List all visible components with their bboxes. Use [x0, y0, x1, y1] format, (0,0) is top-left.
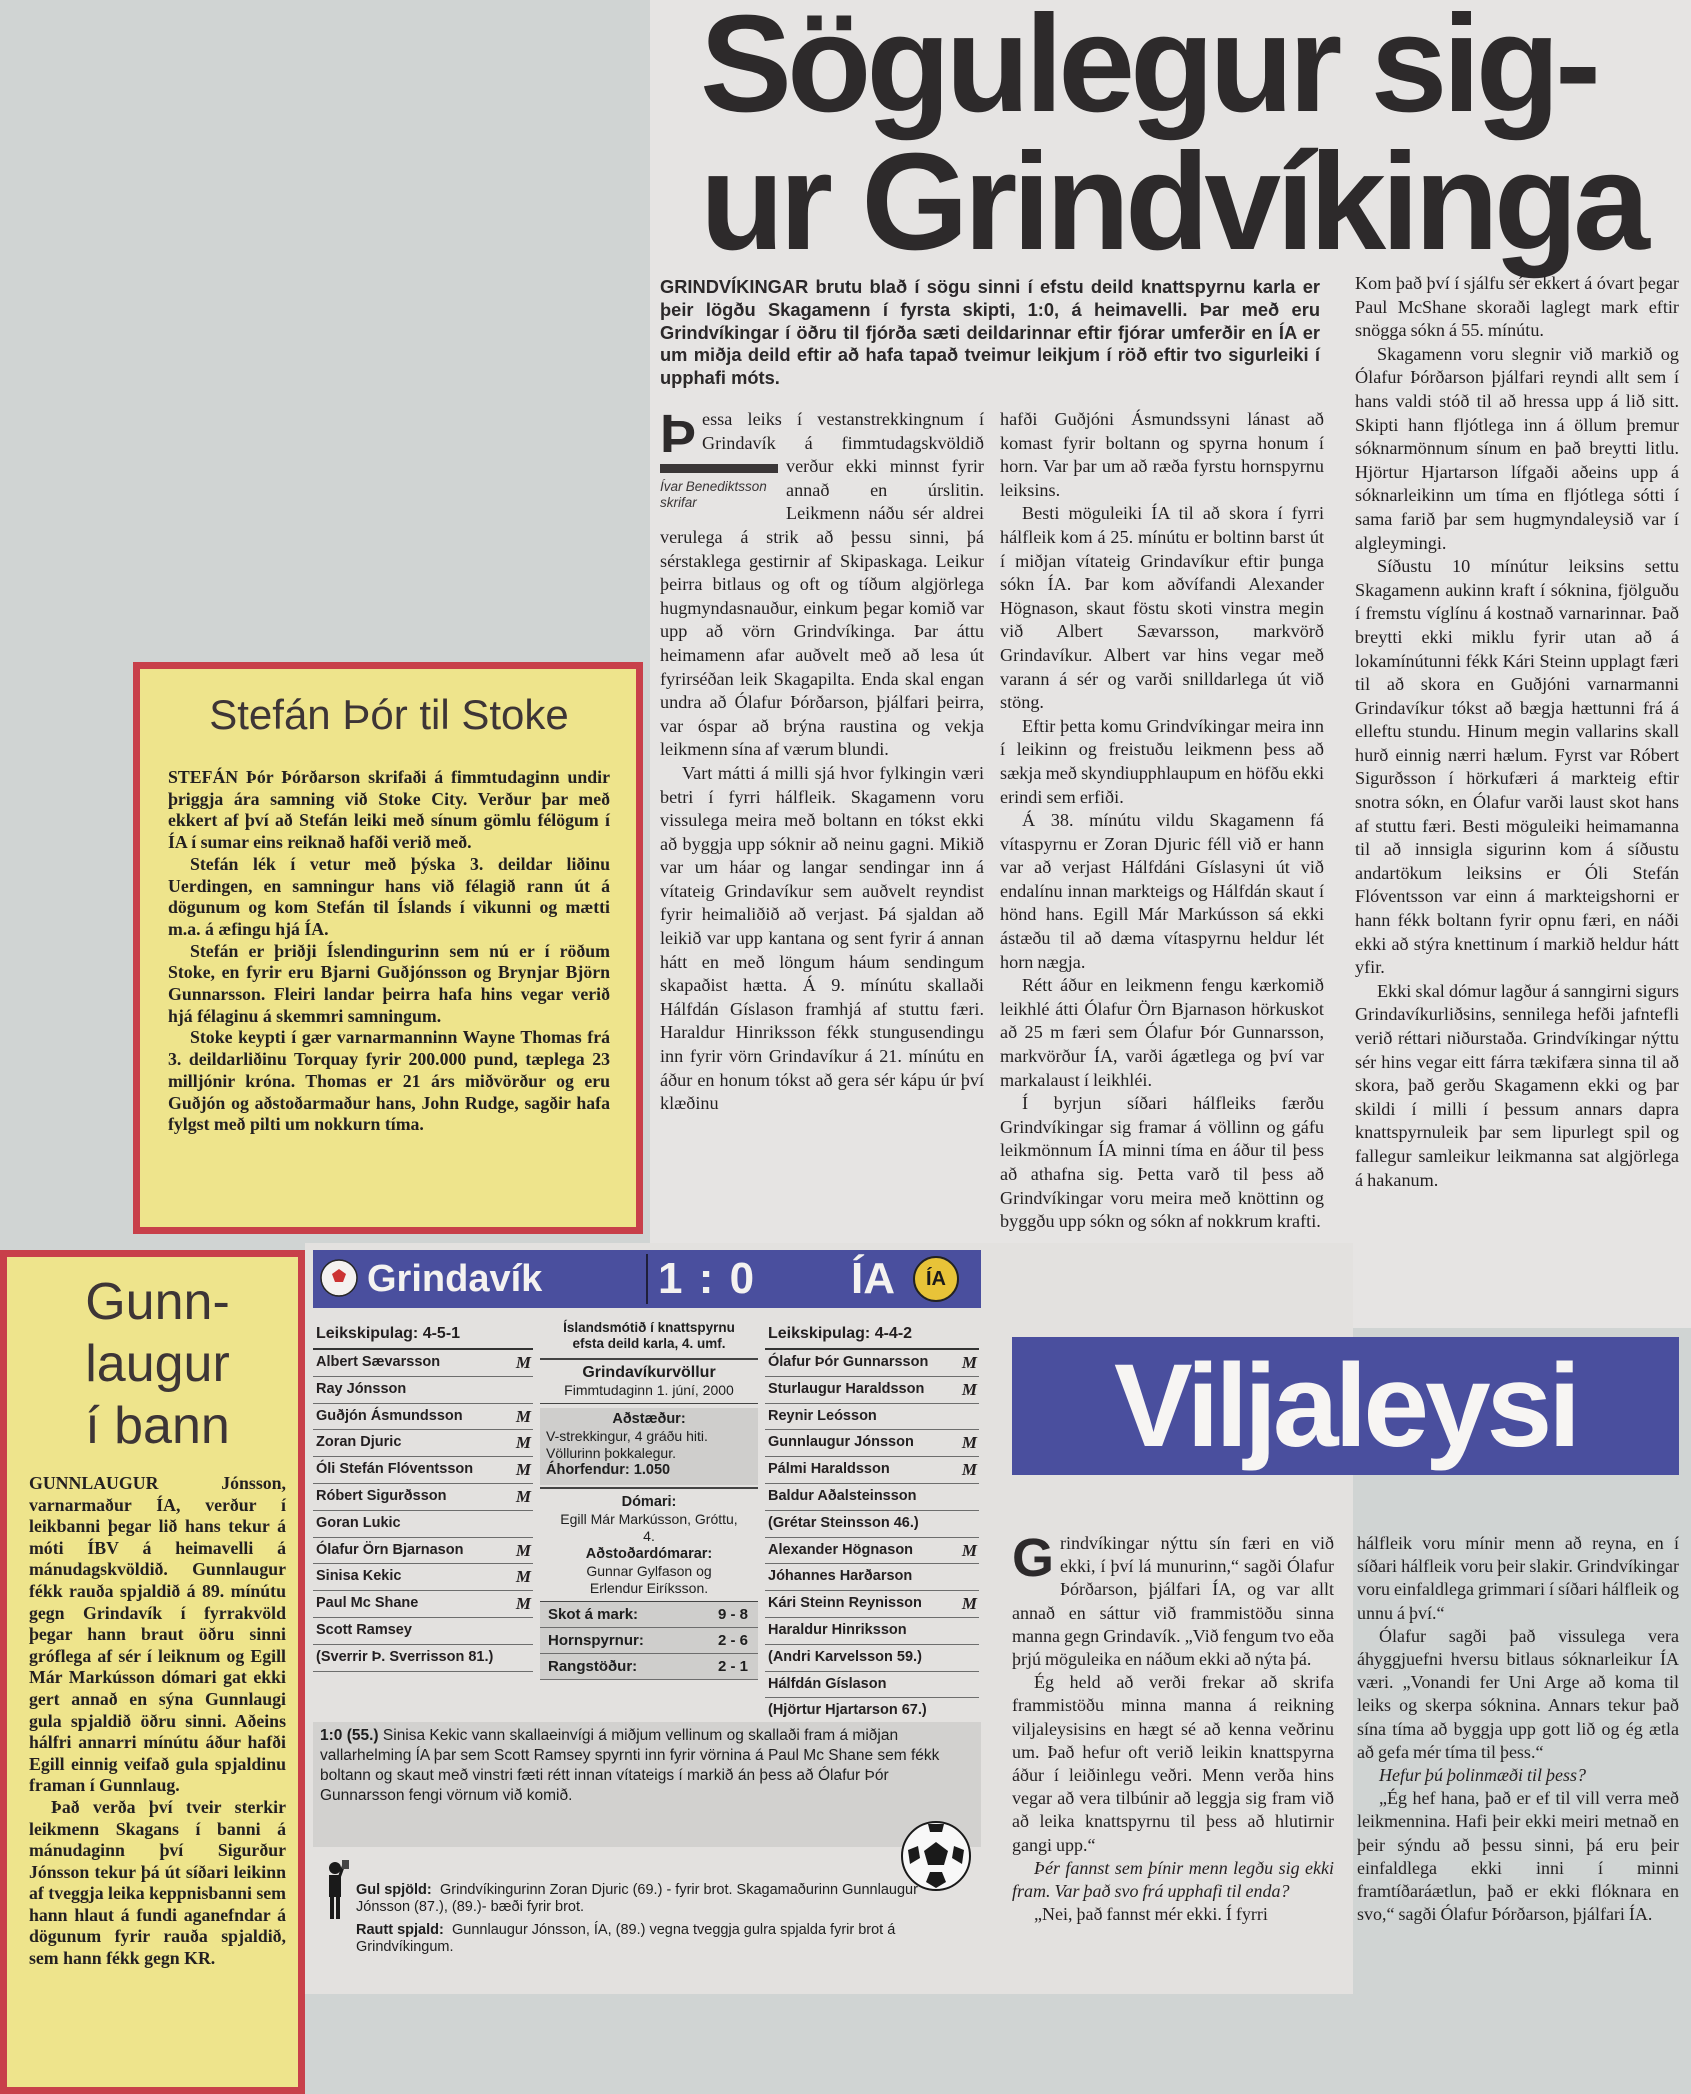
rating-mark: M	[515, 1594, 529, 1614]
byline-name: Ívar Benediktsson	[660, 479, 767, 494]
player-name: Óli Stefán Flóventsson	[316, 1461, 474, 1478]
player-row	[313, 1350, 533, 1377]
referee: Egill Már Markússon, Gróttu, 4.	[560, 1510, 738, 1544]
player-row	[765, 1511, 979, 1538]
col1-intro: essa leiks í vestanstrekkingnum í Grindavík á fimmtudagskvöldið verður ekki minnst fyrir annað en úrslitin. Leikmenn náðu sér aldrei verulega á strik að þessu sinni, þá sérstaklega gestirnir af Skipaskaga. Leikur þeirra bitlaus og oft og tíðum algjörlega hugmyndasnauður, einkum þegar komið var upp að vörn Grindvíkinga. Þar áttu heimamenn afar auðvelt með að lesa út fyrirséðan leik Skagapilta. Enda skal engan undra að Ólafur Þórðarson, þjálfari þeirra, var óspar að brýna raustina og vekja leikmenn sína af værum blundi.	[660, 409, 984, 760]
player-name: Paul Mc Shane	[316, 1595, 419, 1612]
assistants: Gunnar Gylfason og Erlendur Eiríksson.	[586, 1562, 712, 1596]
player-name: (Hjörtur Hjartarson 67.)	[768, 1702, 927, 1719]
player-row	[765, 1645, 979, 1672]
player-row	[765, 1591, 979, 1618]
player-name: Hálfdán Gíslason	[768, 1675, 887, 1692]
gunnlaugur-title-line-1: Gunn-	[85, 1273, 230, 1331]
score-bar	[313, 1250, 981, 1308]
stat-label: Skot á mark:	[548, 1606, 639, 1623]
stefan-box	[133, 662, 643, 1234]
col1-paragraph-2: Vart mátti á milli sjá hvor fylkingin væri betri í fyrri hálfleik. Skagamenn voru vissulega meira með boltann en tókst ekki að byggja upp sóknir að neinu gagni. Mikið var um háar og langar sendingar inn á vítateig Grindavíkur sem auðvelt reyndist fyrir heimaliðið að verjast. Þá sjaldan að leikið var upp kantana og sent fyrir á annan hátt en með löngum háum sendingum skapaðist hætta. Á 9. mínútu skallaði Hálfdán Gíslason framhjá af stuttu færi. Haraldur Hinriksson fékk stungusendingu inn fyrir vörn Grindavíkur á 21. mínútu en áður en honum tókst að gera sér kápu úr því klæðinu	[660, 762, 984, 1114]
conditions-text: V-strekkingur, 4 gráðu hiti. Völlurinn þokkalegur.	[546, 1428, 708, 1461]
player-name: Róbert Sigurðsson	[316, 1487, 447, 1504]
player-name: Haraldur Hinriksson	[768, 1621, 907, 1638]
home-player-list	[313, 1350, 533, 1672]
col3-paragraph-1: Kom það því í sjálfu sér ekkert á óvart þegar Paul McShane skoraði laglegt mark eftir snögga sókn á 55. mínútu.	[1355, 273, 1679, 341]
score-divider	[646, 1254, 648, 1304]
player-row	[313, 1564, 533, 1591]
rating-mark: M	[961, 1594, 975, 1614]
player-name: Alexander Högnason	[768, 1541, 914, 1558]
headline-line-1: Sögulegur sig-	[700, 0, 1596, 141]
rating-mark: M	[961, 1460, 975, 1480]
rating-mark: M	[961, 1353, 975, 1372]
gunnlaugur-box-body	[29, 1473, 286, 1970]
col2-paragraph-1: hafði Guðjóni Ásmundssyni lánast að komast fyrir boltann og spyrna honum í horn. Var þar um að ræða fyrstu hornspyrnu leiksins.	[1000, 409, 1324, 500]
home-formation	[313, 1320, 533, 1350]
match-date: Fimmtudaginn 1. júní, 2000	[564, 1381, 734, 1398]
player-name: Kári Steinn Reynisson	[768, 1595, 922, 1612]
rating-mark: M	[515, 1433, 529, 1453]
gunnlaugur-title-line-3: í bann	[85, 1397, 230, 1455]
player-name: Albert Sævarsson	[316, 1354, 441, 1370]
gunnlaugur-paragraph-2: Það verða því tveir sterkir leikmenn Skagans í banni á mánudaginn því Sigurður Jónsson tekur þá út síðari leikinn af tveggja leika keppnisbanni sem hann hlaut á fundi aganefndar á dögunum fyrir rauða spjaldið, sem hann fékk gegn KR.	[29, 1796, 286, 1969]
article-column-1	[660, 404, 984, 1116]
player-name: (Grétar Steinsson 46.)	[768, 1514, 919, 1531]
viljaleysi-col2-question: Hefur þú þolinmæði til þess?	[1379, 1765, 1587, 1786]
player-row	[765, 1538, 979, 1565]
home-formation-label: Leikskipulag: 4-5-1	[316, 1325, 461, 1342]
col2-paragraph-6: Í byrjun síðari hálfleiks færðu Grindvíkingar sig framar á völlinn og gáfu leikmönnum ÍA minni tíma en áður til þess að athafna sig. Þetta varð til þess að Grindvíkingar voru meira með knöttinn og byggðu upp sókn og sókn af nokkrum krafti.	[1000, 1093, 1324, 1232]
player-name: Goran Lukic	[316, 1514, 401, 1531]
stat-value: 2 - 1	[717, 1658, 748, 1675]
red-card-text: Gunnlaugur Jónsson, ÍA, (89.) vegna tveggja gulra spjalda fyrir brot á Grindvíkingum.	[356, 1922, 896, 1955]
goal-description	[320, 1726, 960, 1806]
player-row	[765, 1564, 979, 1591]
col2-paragraph-2: Besti möguleiki ÍA til að skora í fyrri hálfleik kom á 25. mínútu er boltinn barst út í miðjan vítateig Grindavíkur eftir þunga sókn ÍA. Þar kom aðvífandi Alexander Högnason, skaut föstu skoti vinstra megin við Albert Sævarsson, markvörð Grindavíkur. Albert var hins vegar með varann á sér og varði snilldarlega út við stöng.	[1000, 503, 1324, 713]
viljaleysi-title: Viljaleysi	[1114, 1340, 1577, 1472]
player-name: Ólafur Örn Bjarnason	[316, 1541, 464, 1558]
stefan-box-title: Stefán Þór til Stoke	[209, 691, 569, 738]
col3-paragraph-2: Skagamenn voru slegnir við markið og Ólafur Þórðarson þjálfari reyndi allt sem í hans valdi stóð til að hressa upp á lið sitt. Skipti hann fljótlega inn á öllum þremur sóknarmönnum sínum en það breytti litlu. Hjörtur Hjartarson lífgaði aðeins upp á sóknarleikinn um tíma en fljótlega sótti í sama farið þar sem hugmyndaleysið var í algleymingi.	[1355, 343, 1679, 553]
viljaleysi-col1-paragraph-1: rindvíkingar nýttu sín færi en við ekki, í því lá munurinn,“ sagði Ólafur Þórðarson, þjálfari ÍA, og var allt annað en sáttur við frammistöðu sinna manna gegn Grindavík. „Við fengum tvo eða þrjú möguleika en náðum ekki að nýta þá.	[1012, 1533, 1334, 1670]
attendance-label: Áhorfendur:	[546, 1462, 630, 1478]
player-row	[765, 1484, 979, 1511]
stat-row	[540, 1654, 758, 1680]
soccer-ball-icon	[319, 1258, 359, 1298]
conditions-panel	[540, 1408, 758, 1485]
away-team-name: ÍA	[851, 1254, 895, 1303]
attendance-value: 1.050	[633, 1462, 671, 1478]
player-row	[765, 1404, 979, 1431]
info-rule-3	[540, 1487, 758, 1489]
col2-paragraph-5: Rétt áður en leikmenn fengu kærkomið leikhlé átti Ólafur Örn Bjarnason hörkuskot að 25 m færi sem Ólafur Þór Gunnarsson, markvörður ÍA, varði ágætlega og því var markalaust í leikhléi.	[1000, 975, 1324, 1090]
article-column-3	[1355, 272, 1679, 1192]
stat-row	[540, 1628, 758, 1654]
player-row	[765, 1377, 979, 1404]
player-row	[765, 1457, 979, 1484]
stat-value: 9 - 8	[717, 1606, 748, 1623]
stefan-paragraph-1: STEFÁN Þór Þórðarson skrifaði á fimmtudaginn undir þriggja ára samning við Stoke City. Verður þar með ekkert af því að Stefán leiki með sínum gömlu félögum í ÍA í sumar eins reiknað hafði verið með.	[168, 767, 610, 853]
player-row	[313, 1538, 533, 1565]
stefan-paragraph-2: Stefán lék í vetur með þýska 3. deildar liðinu Uerdingen, en samningur hans við félagið rann út á dögunum og kom Stefán til Íslands í vikunni og mætti m.a. á æfingu hjá ÍA.	[168, 853, 610, 939]
player-row	[313, 1377, 533, 1404]
final-score: 1 : 0	[658, 1254, 757, 1303]
yellow-cards	[356, 1882, 956, 1916]
stat-label: Hornspyrnur:	[548, 1632, 644, 1649]
stat-row	[540, 1602, 758, 1628]
player-name: Baldur Aðalsteinsson	[768, 1487, 917, 1504]
stat-value: 2 - 6	[717, 1632, 748, 1649]
player-row	[765, 1618, 979, 1645]
away-lineup	[765, 1320, 979, 1725]
match-stats	[540, 1602, 758, 1680]
gunnlaugur-box	[0, 1250, 305, 2094]
gunnlaugur-title-line-2: laugur	[85, 1335, 230, 1393]
away-formation-label: Leikskipulag: 4-4-2	[768, 1325, 913, 1342]
yellow-cards-label: Gul spjöld:	[356, 1882, 432, 1898]
ia-logo	[913, 1256, 959, 1302]
player-name: Guðjón Ásmundsson	[316, 1407, 463, 1424]
referee-label: Dómari:	[621, 1493, 677, 1510]
viljaleysi-col1-question: Þér fannst sem þínir menn legðu sig ekki fram. Var það svo frá upphafi til enda?	[1012, 1857, 1334, 1902]
attendance	[546, 1461, 752, 1479]
col2-paragraph-3: Eftir þetta komu Grindvíkingar meira inn í leikinn og freistuðu leikmenn þess að sækja með skyndiupphlaupum en höfðu ekki erindi sem erfiði.	[1000, 715, 1324, 807]
article-column-2	[1000, 408, 1324, 1234]
rating-mark: M	[515, 1460, 529, 1480]
red-card	[356, 1922, 956, 1956]
col3-paragraph-4: Ekki skal dómur lagður á sanngirni sigurs Grindavíkurliðsins, sennilega hefði jafntefli verið réttari niðurstaða. Grindvíkingar nýttu sér hins vegar eitt fárra tækifæra sinna til að skora, það gerðu Skagamenn ekki og þar skildi í milli í þessum annars dapra knattspyrnuleik þar sem lipurlegt spil og fallegur samleikur leikmanna sat algjörlega á hakanum.	[1355, 980, 1679, 1190]
player-name: Jóhannes Harðarson	[768, 1568, 913, 1585]
player-row	[313, 1645, 533, 1672]
gunnlaugur-paragraph-1: GUNNLAUGUR Jónsson, varnarmaður ÍA, verður í leikbanni þegar lið hans tekur á móti ÍBV á heimavelli á mánudagskvöldið. Gunnlaugur fékk rauða spjaldið á 89. mínútu gegn Grindavík í fyrrakvöld þegar hann braut öðru sinni gróflega af sér í leiknum og Egill Már Markússon dómari gat ekki gert annað en sýna Gunnlaugi gula spjaldið öðru sinni. Aðeins hálfri annarri mínútu áður hafði Egill einnig veifað gula spjaldinu framan í Gunnlaug.	[29, 1473, 286, 1796]
rating-mark: M	[515, 1353, 529, 1372]
player-name: Sinisa Kekic	[316, 1568, 402, 1585]
rating-mark: M	[961, 1379, 975, 1399]
player-row	[313, 1430, 533, 1457]
player-row	[313, 1618, 533, 1645]
stefan-paragraph-3: Stefán er þriðji Íslendingurinn sem nú er í röðum Stoke, en fyrir eru Bjarni Guðjónsson og Brynjar Björn Gunnarsson. Fleiri landar þeirra hafa hins vegar verið hjá félaginu á skemmri samningum.	[168, 940, 610, 1026]
viljaleysi-banner	[1012, 1337, 1679, 1475]
byline-rule	[660, 464, 778, 473]
viljaleysi-col2-paragraph-1: hálfleik voru mínir menn að reyna, en í síðari hálfleik voru þeir slakir. Grindvíkingar voru einfaldlega grimmari í síðari hálfleik og unnu á því.“	[1357, 1533, 1679, 1623]
rating-mark: M	[961, 1540, 975, 1560]
stefan-box-body	[168, 767, 610, 1136]
stat-label: Rangstöður:	[548, 1658, 638, 1675]
viljaleysi-col1-paragraph-3: „Nei, það fannst mér ekki. Í fyrri	[1034, 1904, 1268, 1925]
player-name: Reynir Leósson	[768, 1407, 877, 1424]
away-formation	[765, 1320, 979, 1350]
col2-paragraph-4: Á 38. mínútu vildu Skagamenn fá vítaspyrnu er Zoran Djuric féll við er hann var að verjast Hálfdáni Gíslasyni út við endalínu innan markteigs og Hálfdán skaut í hönd hans. Egill Már Markússon sá ekki ástæðu til að dæma vítaspyrnu heldur lét horn nægja.	[1000, 810, 1324, 972]
competition: Íslandsmótið í knattspyrnu efsta deild karla, 4. umf.	[563, 1320, 735, 1351]
viljaleysi-column-1	[1012, 1528, 1334, 1926]
col3-paragraph-3: Síðustu 10 mínútur leiksins settu Skagamenn aukinn kraft í sóknina, fjölguðu í fremstu víglínu á kostnað varnarinnar. Það breytti ekki miklu fyrir utan að á lokamínútunni fékk Kári Steinn upplagt færi til að skora en Guðjóni varnarmanni Grindavíkur tókst að bægja hættunni frá á elleftu stundu. Hinum megin vallarins skall hurð einnig nærri hælum. Fyrst var Róbert Sigurðsson í hörkufæri á markteig eftir snotra sókn, en Ólafur varði laust skot hans af stuttu færi. Besti möguleiki heimamanna til að innsigla sigurinn kom á síðustu andartökum leiksins er Óli Stefán Flóventsson var einn á markteigshorni er hann fékk boltann fyrir opnu færi, en náði ekki að stýra knettinum í markið heldur hátt yfir.	[1355, 556, 1679, 978]
home-team-name: Grindavík	[367, 1258, 543, 1300]
yellow-cards-text: Grindvíkingurinn Zoran Djuric (69.) - fyrir brot. Skagamaðurinn Gunnlaugur Jónsson (87.), (89.)- bæði fyrir brot.	[356, 1882, 918, 1915]
player-row	[313, 1591, 533, 1618]
player-name: Ólafur Þór Gunnarsson	[768, 1354, 929, 1370]
rating-mark: M	[515, 1406, 529, 1426]
red-card-label: Rautt spjald:	[356, 1922, 444, 1938]
away-player-list	[765, 1350, 979, 1725]
rating-mark: M	[515, 1567, 529, 1587]
viljaleysi-col2-paragraph-3: „Ég hef hana, það er ef til vill verra með leikmennina. Hafi þeir ekki meiri metnað en þeir sýndu að þessu sinni, þá eru þeir einfaldlega ekki inni í minni framtíðaráætlun, það er ekki flóknara en svo,“ sagði Ólafur Þórðarson, þjálfari ÍA.	[1357, 1788, 1679, 1925]
goal-text: Sinisa Kekic vann skallaeinvígi á miðjum vellinum og skallaði fram á miðjan vallarhelming ÍA þar sem Scott Ramsey spyrnti inn fyrir vörnina á Paul Mc Shane sem fékk boltann og skaut með vinstri fæti rétt innan vítateigs í markið án þess að Ólafur Þór Gunnarsson fengi vörnum við komið.	[320, 1727, 940, 1804]
goal-score: 1:0 (55.)	[320, 1727, 379, 1744]
ia-logo-text: ÍA	[926, 1268, 946, 1290]
rating-mark: M	[515, 1540, 529, 1560]
assistants-label: Aðstoðardómarar:	[585, 1545, 713, 1562]
viljaleysi-col1-paragraph-2: Ég held að verði frekar að skrifa frammistöðu minna manna á reikning viljaleysisins en hægt sé að kenna veðrinu um. Það hefur oft verið leikin knattspyrna áður í leiðinlegu veðri. Menn verða hins vegar að vera tilbúnir að leggja sig fram við að leika knattspyrnu til þess að hlutirnir gangi upp.“	[1012, 1672, 1334, 1855]
byline-role: skrifar	[660, 495, 697, 510]
player-name: Pálmi Haraldsson	[768, 1461, 890, 1478]
lede: GRINDVÍKINGAR brutu blað í sögu sinni í efstu deild knattspyrnu karla er þeir lögðu Skagamenn í fyrsta skipti, 1:0, á heimavelli. Þar með eru Grindvíkingar í öðru til fjórða sæti deildarinnar eftir fjórar umferðir en ÍA er um miðja deild eftir að hafa tapað tveimur leikjum í röð eftir tvo sigurleiki í upphafi móts.	[660, 276, 1320, 389]
viljaleysi-column-2	[1357, 1532, 1679, 1926]
stefan-paragraph-4: Stoke keypti í gær varnarmanninn Wayne Thomas frá 3. deildarliðinu Torquay fyrir 200.000 pund, tæplega 23 milljónir króna. Thomas er 21 árs miðvörður og eru Guðjón og aðstoðarmaður hans, John Rudge, sagðir hafa fylgst með pilti um nokkurn tíma.	[168, 1027, 610, 1135]
conditions-label: Aðstæður:	[612, 1411, 686, 1427]
gunnlaugur-box-title	[29, 1271, 286, 1457]
headline-line-2: ur Grindvíkinga	[700, 125, 1645, 279]
match-info	[540, 1320, 758, 1680]
home-lineup	[313, 1320, 533, 1672]
player-name: (Andri Karvelsson 59.)	[768, 1648, 922, 1665]
player-row	[313, 1457, 533, 1484]
byline	[660, 460, 778, 511]
player-name: Sturlaugur Haraldsson	[768, 1380, 925, 1397]
player-name: Gunnlaugur Jónsson	[768, 1434, 914, 1451]
player-row	[765, 1430, 979, 1457]
viljaleysi-col2-paragraph-2: Ólafur sagði það vissulega vera áhyggjuefni hversu bitlaus sóknarleikur ÍA væri. „Vonandi fer Uni Arge að koma til leiks og skerpa sóknina. Annars tekur það sína tíma að byggja upp gott lið og ég ætla að gefa mér tíma til þess.“	[1357, 1625, 1679, 1762]
drop-cap: Þ	[660, 404, 697, 464]
player-name: Scott Ramsey	[316, 1621, 412, 1638]
referee-figure-icon	[318, 1860, 352, 1922]
player-name: Zoran Djuric	[316, 1434, 402, 1451]
player-row	[765, 1672, 979, 1699]
info-rule	[540, 1358, 758, 1360]
player-name: (Sverrir Þ. Sverrisson 81.)	[316, 1648, 494, 1665]
viljaleysi-drop-cap: G	[1012, 1528, 1055, 1588]
player-row	[313, 1511, 533, 1538]
player-row	[313, 1404, 533, 1431]
rating-mark: M	[961, 1433, 975, 1453]
player-name: Ray Jónsson	[316, 1380, 407, 1397]
rating-mark: M	[515, 1486, 529, 1506]
player-row	[765, 1350, 979, 1377]
player-row	[313, 1484, 533, 1511]
info-rule-2	[540, 1403, 758, 1405]
venue: Grindavíkurvöllur	[582, 1363, 716, 1381]
